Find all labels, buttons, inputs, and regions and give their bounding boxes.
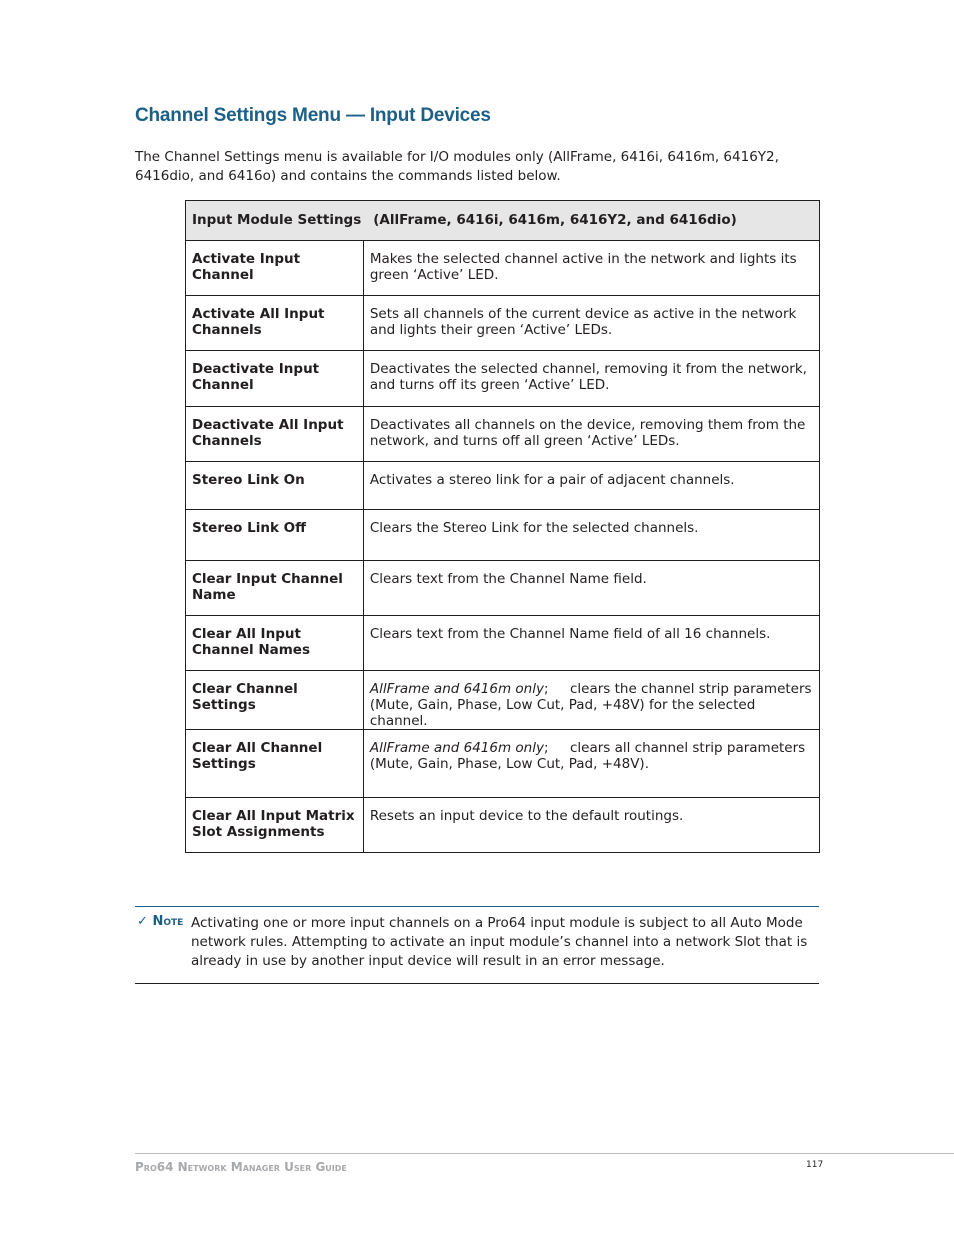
model-restriction: AllFrame and 6416m only <box>369 740 544 756</box>
table-row <box>186 616 820 671</box>
command-cell: Clear All Channel Settings <box>186 730 364 798</box>
footer-title: Pro64 Network Manager User Guide <box>135 1160 347 1174</box>
table-row <box>186 510 820 561</box>
description-cell: Clears the Stereo Link for the selected channels. <box>363 510 819 561</box>
section-heading: Channel Settings Menu — Input Devices <box>135 105 491 126</box>
command-cell: Clear Channel Settings <box>186 671 364 730</box>
table-row <box>186 462 820 510</box>
note-label <box>137 914 183 929</box>
note-text: Activating one or more input channels on a Pro64 input module is subject to all Auto Mode network rules. Attempting to activate an input module’s channel into a network Slot that is already in use by another input device will result in an error message. <box>191 915 808 969</box>
command-cell: Clear All Input Matrix Slot Assignments <box>186 798 364 853</box>
command-cell: Activate Input Channel <box>186 241 364 296</box>
table-row <box>186 671 820 730</box>
table-header-row <box>186 201 820 241</box>
note-label-text: Note <box>152 914 184 929</box>
note-bottom-rule <box>135 983 819 984</box>
description-cell: Makes the selected channel active in the network and lights its green ‘Active’ LED. <box>363 241 819 296</box>
table-row <box>186 730 820 798</box>
description-text: clears all channel strip parameters (Mute, Gain, Phase, Low Cut, Pad, +48V). <box>369 740 806 772</box>
description-text: clears the channel strip parameters (Mute, Gain, Phase, Low Cut, Pad, +48V) for the selected channel. <box>369 681 812 729</box>
command-cell: Activate All Input Channels <box>186 296 364 351</box>
table-row <box>186 798 820 853</box>
description-cell: Deactivates all channels on the device, removing them from the network, and turns off all green ‘Active’ LEDs. <box>363 407 819 462</box>
checkmark-icon: ✓ <box>137 914 148 929</box>
command-cell: Clear All Input Channel Names <box>186 616 364 671</box>
table-row <box>186 407 820 462</box>
command-cell: Stereo Link On <box>186 462 364 510</box>
table-header-title: Input Module Settings <box>192 212 362 228</box>
table-row <box>186 351 820 407</box>
note-top-rule <box>135 906 819 907</box>
footer-rule <box>135 1153 954 1154</box>
description-cell: Activates a stereo link for a pair of adjacent channels. <box>363 462 819 510</box>
description-cell: AllFrame and 6416m only; clears the channel strip parameters (Mute, Gain, Phase, Low Cut, Pad, +48V) for the selected channel. <box>363 671 819 730</box>
description-cell: Deactivates the selected channel, removing it from the network, and turns off its green ‘Active’ LED. <box>363 351 819 407</box>
page-number: 117 <box>806 1160 824 1170</box>
intro-paragraph: The Channel Settings menu is available for I/O modules only (AllFrame, 6416i, 6416m, 6416Y2, 6416dio, and 6416o) and contains the commands listed below. <box>135 149 779 184</box>
table-row <box>186 561 820 616</box>
command-cell: Stereo Link Off <box>186 510 364 561</box>
description-cell: Clears text from the Channel Name field of all 16 channels. <box>363 616 819 671</box>
input-module-settings-table <box>185 200 820 853</box>
model-restriction: AllFrame and 6416m only <box>369 681 544 697</box>
table-row <box>186 241 820 296</box>
command-cell: Clear Input Channel Name <box>186 561 364 616</box>
description-cell: Sets all channels of the current device as active in the network and lights their green ‘Active’ LEDs. <box>363 296 819 351</box>
description-cell: AllFrame and 6416m only; clears all channel strip parameters (Mute, Gain, Phase, Low Cut, Pad, +48V). <box>363 730 819 798</box>
table-header-subtitle: (AllFrame, 6416i, 6416m, 6416Y2, and 6416dio) <box>373 212 737 228</box>
table-row <box>186 296 820 351</box>
command-cell: Deactivate Input Channel <box>186 351 364 407</box>
description-cell: Resets an input device to the default routings. <box>363 798 819 853</box>
table-header-cell <box>186 201 820 241</box>
description-cell: Clears text from the Channel Name field. <box>363 561 819 616</box>
command-cell: Deactivate All Input Channels <box>186 407 364 462</box>
